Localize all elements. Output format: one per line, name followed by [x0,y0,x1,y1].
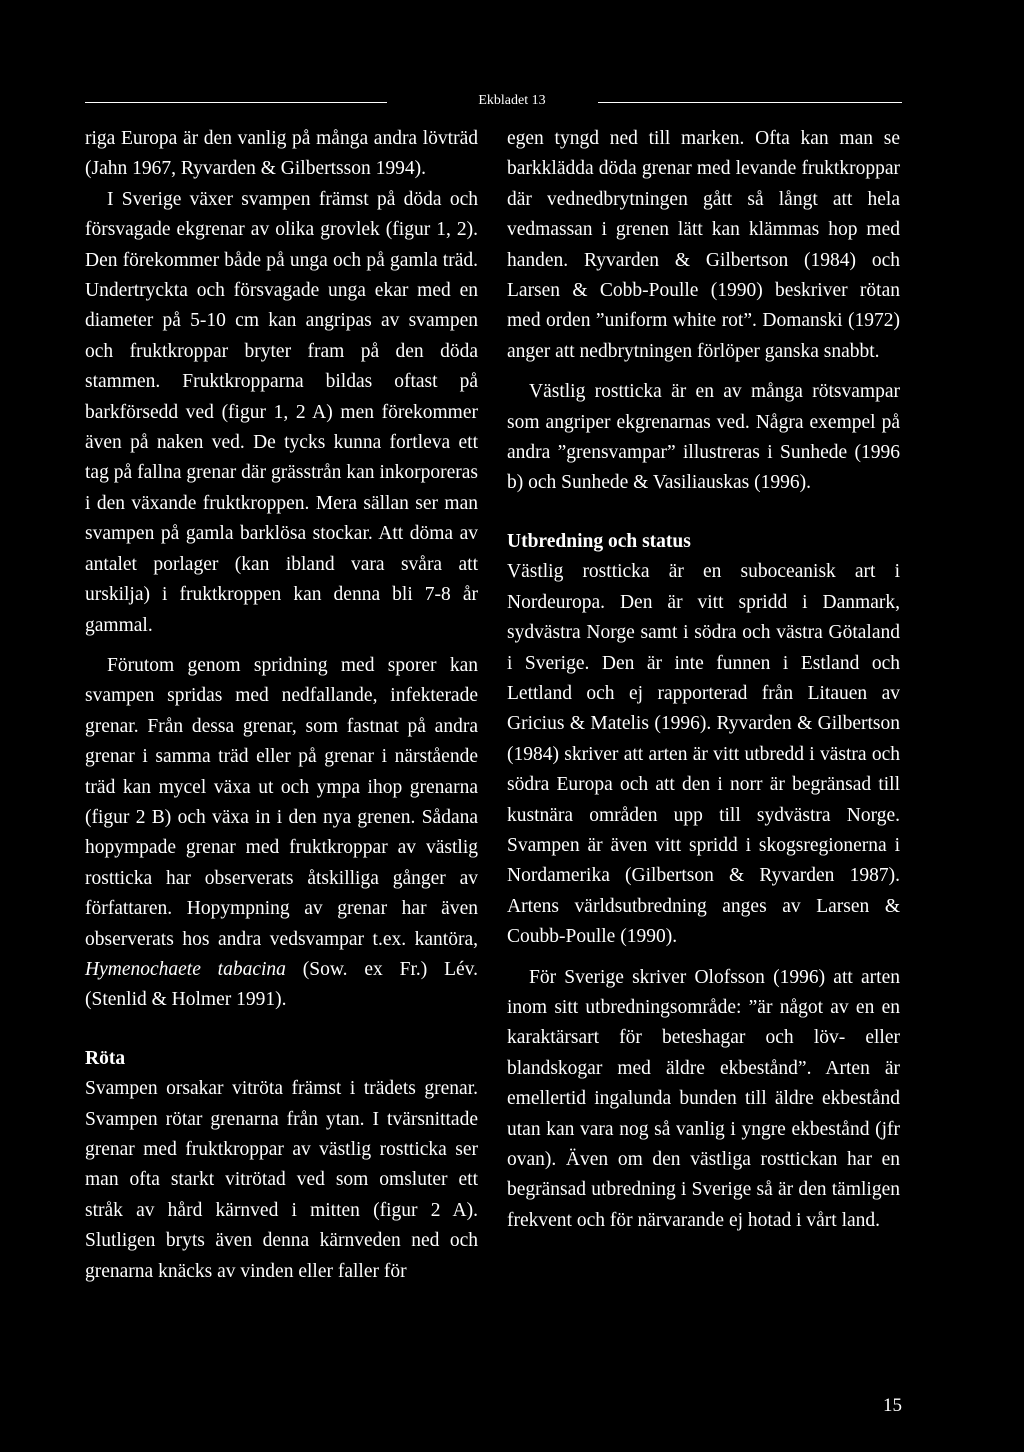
section-heading-utbredning: Utbredning och status [507,530,691,552]
paragraph-text: (Sow. ex Fr.) Lév. (Stenlid & Holmer 1991). [85,958,478,1011]
paragraph-text: Förutom genom spridning med sporer kan svampen spridas med nedfallande, infekterade grenar. Från dessa grenar, som fastnat på andra grenar i samma träd eller på grenar i närstående träd kan mycel växa ut och ympa ihop grenarna (figur 2 B) och växa in i den nya grenen. Sådana hopympade grenar med fruktkroppar av västlig rostticka har observerats åtskilliga gånger av författaren. Hopympning av grenar har även observerats hos andra vedsvampar t.ex. kantöra, [85,654,478,950]
paragraph: riga Europa är den vanlig på många andra lövträd (Jahn 1967, Ryvarden & Gilbertsson 1994). [85,128,478,180]
paragraph: egen tyngd ned till marken. Ofta kan man se barkklädda döda grenar med levande fruktkroppar där vednedbrytningen gått så långt att hela vedmassan i grenen lätt kan klämmas hop med handen. Ryvarden & Gilbertson (1984) och Larsen & Cobb-Poulle (1990) beskriver rötan med orden ”uniform white rot”. Domanski (1972) anger att nedbrytningen förlöper ganska snabbt. [507,128,900,362]
paragraph: Svampen orsakar vitröta främst i trädets grenar. Svampen rötar grenarna från ytan. I tvärsnittade grenar med fruktkroppar av västlig rostticka ser man ofta starkt vitrötad ved som omsluter ett stråk av hård kärnved i mitten (figur 2 A). Slutligen bryts även denna kärnveden ned och grenarna knäcks av vinden eller faller för [85,1078,478,1282]
left-column [85,124,478,1287]
paragraph: För Sverige skriver Olofsson (1996) att arten inom sitt utbredningsområde: ”är något av en en karaktärsart för beteshagar och löv- eller blandskogar med äldre ekbestånd”. Arten är emellertid ingalunda bunden till äldre ekbestånd utan kan vara nog så vanlig i yngre ekbestånd (jfr ovan). Även om den västliga rosttickan har en begränsad utbredning i Sverige så är den tämligen frekvent och för närvarande ej hotad i vårt land. [507,966,900,1231]
right-column [507,124,900,1236]
paragraph: Västlig rostticka är en suboceanisk art i Nordeuropa. Den är vitt spridd i Danmark, sydvästra Norge samt i södra och västra Götaland i Sverige. Den är inte funnen i Estland och Lettland och ej rapporterad från Litauen av Gricius & Matelis (1996). Ryvarden & Gilbertson (1984) skriver att arten är vitt utbredd i västra och södra Europa och att den i norr är begränsad till kustnära områden upp till sydvästra Norge. Svampen är även vitt spridd i skogsregionerna i Nordamerika (Gilbertson & Ryvarden 1987). Artens världsutbredning anges av Larsen & Coubb-Poulle (1990). [507,561,900,948]
paragraph: Västlig rostticka är en av många rötsvampar som angriper ekgrenarnas ved. Några exempel på andra ”grensvampar” illustreras i Sunhede (1996 b) och Sunhede & Vasiliauskas (1996). [507,381,900,494]
paragraph: I Sverige växer svampen främst på döda och försvagade ekgrenar av olika grovlek (figur 1, 2). Den förekommer både på unga och på gamla träd. Undertryckta och försvagade unga ekar med en diameter på 5-10 cm kan angripas av svampen och fruktkroppar bryter fram på den döda stammen. Fruktkropparna bildas oftast på barkförsedd ved (figur 1, 2 A) men förekommer även på naken ved. De tycks kunna fortleva ett tag på fallna grenar där grässtrån kan inkorporeras i den växande fruktkroppen. Mera sällan ser man svampen på gamla barklösa stockar. Att döma av antalet porlager (kan ibland vara svåra att urskilja) i fruktkroppen kan denna bli 7-8 år gammal. [85,188,478,636]
section-heading-rota: Röta [85,1047,126,1069]
page-number: 15 [883,1395,902,1416]
running-header: Ekbladet 13 [478,93,546,108]
paragraph [85,651,478,1016]
species-name: Hymenochaete tabacina [85,958,286,980]
header-rule-right [598,102,902,103]
